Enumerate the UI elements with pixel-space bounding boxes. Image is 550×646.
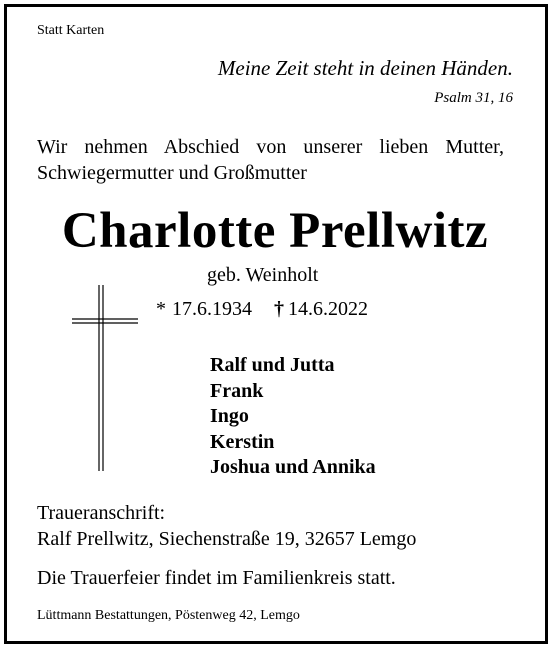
address-label: Traueranschrift: (37, 502, 166, 524)
life-dates (156, 296, 368, 322)
maiden-name: geb. Weinholt (207, 264, 319, 286)
address-value: Ralf Prellwitz, Siechenstraße 19, 32657 Lemgo (37, 528, 417, 550)
family-list (210, 353, 376, 481)
deceased-name: Charlotte Prellwitz (61, 203, 489, 259)
death-date: 14.6.2022 (288, 298, 368, 320)
top-note: Statt Karten (37, 23, 105, 38)
family-member: Ingo (210, 405, 249, 427)
family-member: Kerstin (210, 430, 275, 453)
funeral-notice: Die Trauerfeier findet im Familienkreis statt. (37, 567, 396, 589)
death-symbol: † (274, 298, 284, 320)
cross-icon (70, 283, 140, 473)
family-member: Ralf und Jutta (210, 354, 335, 376)
motto-reference: Psalm 31, 16 (434, 90, 513, 106)
family-member: Frank (210, 379, 264, 402)
birth-symbol: * (156, 298, 166, 320)
intro-line-2: Schwiegermutter und Großmutter (37, 162, 307, 184)
intro-line-1: Wir nehmen Abschied von unserer lieben Mutter, (37, 136, 504, 158)
birth-date: 17.6.1934 (172, 298, 252, 320)
family-member: Joshua und Annika (210, 456, 376, 478)
motto-quote: Meine Zeit steht in deinen Händen. (217, 56, 513, 80)
undertaker-info: Lüttmann Bestattungen, Pöstenweg 42, Lemgo (37, 608, 300, 623)
